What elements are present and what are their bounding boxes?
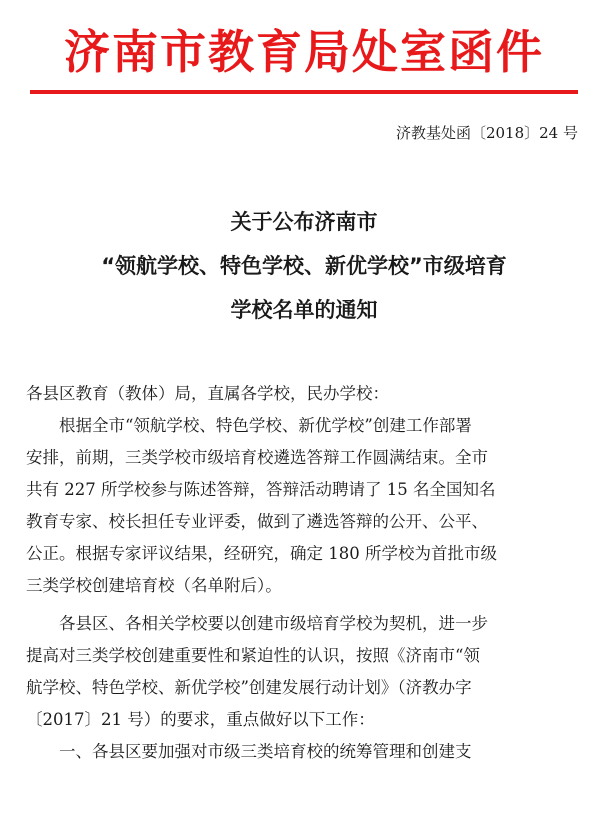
body-line: 提高对三类学校创建重要性和紧迫性的认识，按照《济南市“领 [26,646,480,665]
body-line: 根据全市“领航学校、特色学校、新优学校”创建工作部署 [26,416,472,435]
notice-title [0,200,608,332]
body-line: 安排，前期，三类学校市级培育校遴选答辩工作圆满结束。全市 [26,448,488,467]
notice-body [26,378,582,768]
red-divider-rule [30,90,578,94]
body-line: 教育专家、校长担任专业评委，做到了遴选答辩的公开、公平、 [26,512,488,531]
salutation-line: 各县区教育（教体）局，直属各学校，民办学校： [26,384,389,403]
body-line: 公正。根据专家评议结果，经研究，确定 180 所学校为首批市级 [26,544,497,563]
title-line-1: 关于公布济南市 [230,210,378,234]
document-number: 济教基处函〔2018〕24 号 [395,124,578,142]
body-line: 三类学校创建培育校（名单附后）。 [26,576,282,595]
body-line: 共有 227 所学校参与陈述答辩，答辩活动聘请了 15 名全国知名 [26,480,496,499]
title-line-3: 学校名单的通知 [230,298,378,322]
body-line: 航学校、特色学校、新优学校”创建发展行动计划》（济教办字 [26,678,472,697]
title-line-2: “领航学校、特色学校、新优学校”市级培育 [101,254,507,278]
masthead-title: 济南市教育局处室函件 [64,25,544,79]
body-line: 〔2017〕21 号）的要求，重点做好以下工作： [26,710,375,729]
body-line: 各县区、各相关学校要以创建市级培育学校为契机，进一步 [26,614,488,633]
body-line: 一、各县区要加强对市级三类培育校的统筹管理和创建支 [26,742,472,761]
